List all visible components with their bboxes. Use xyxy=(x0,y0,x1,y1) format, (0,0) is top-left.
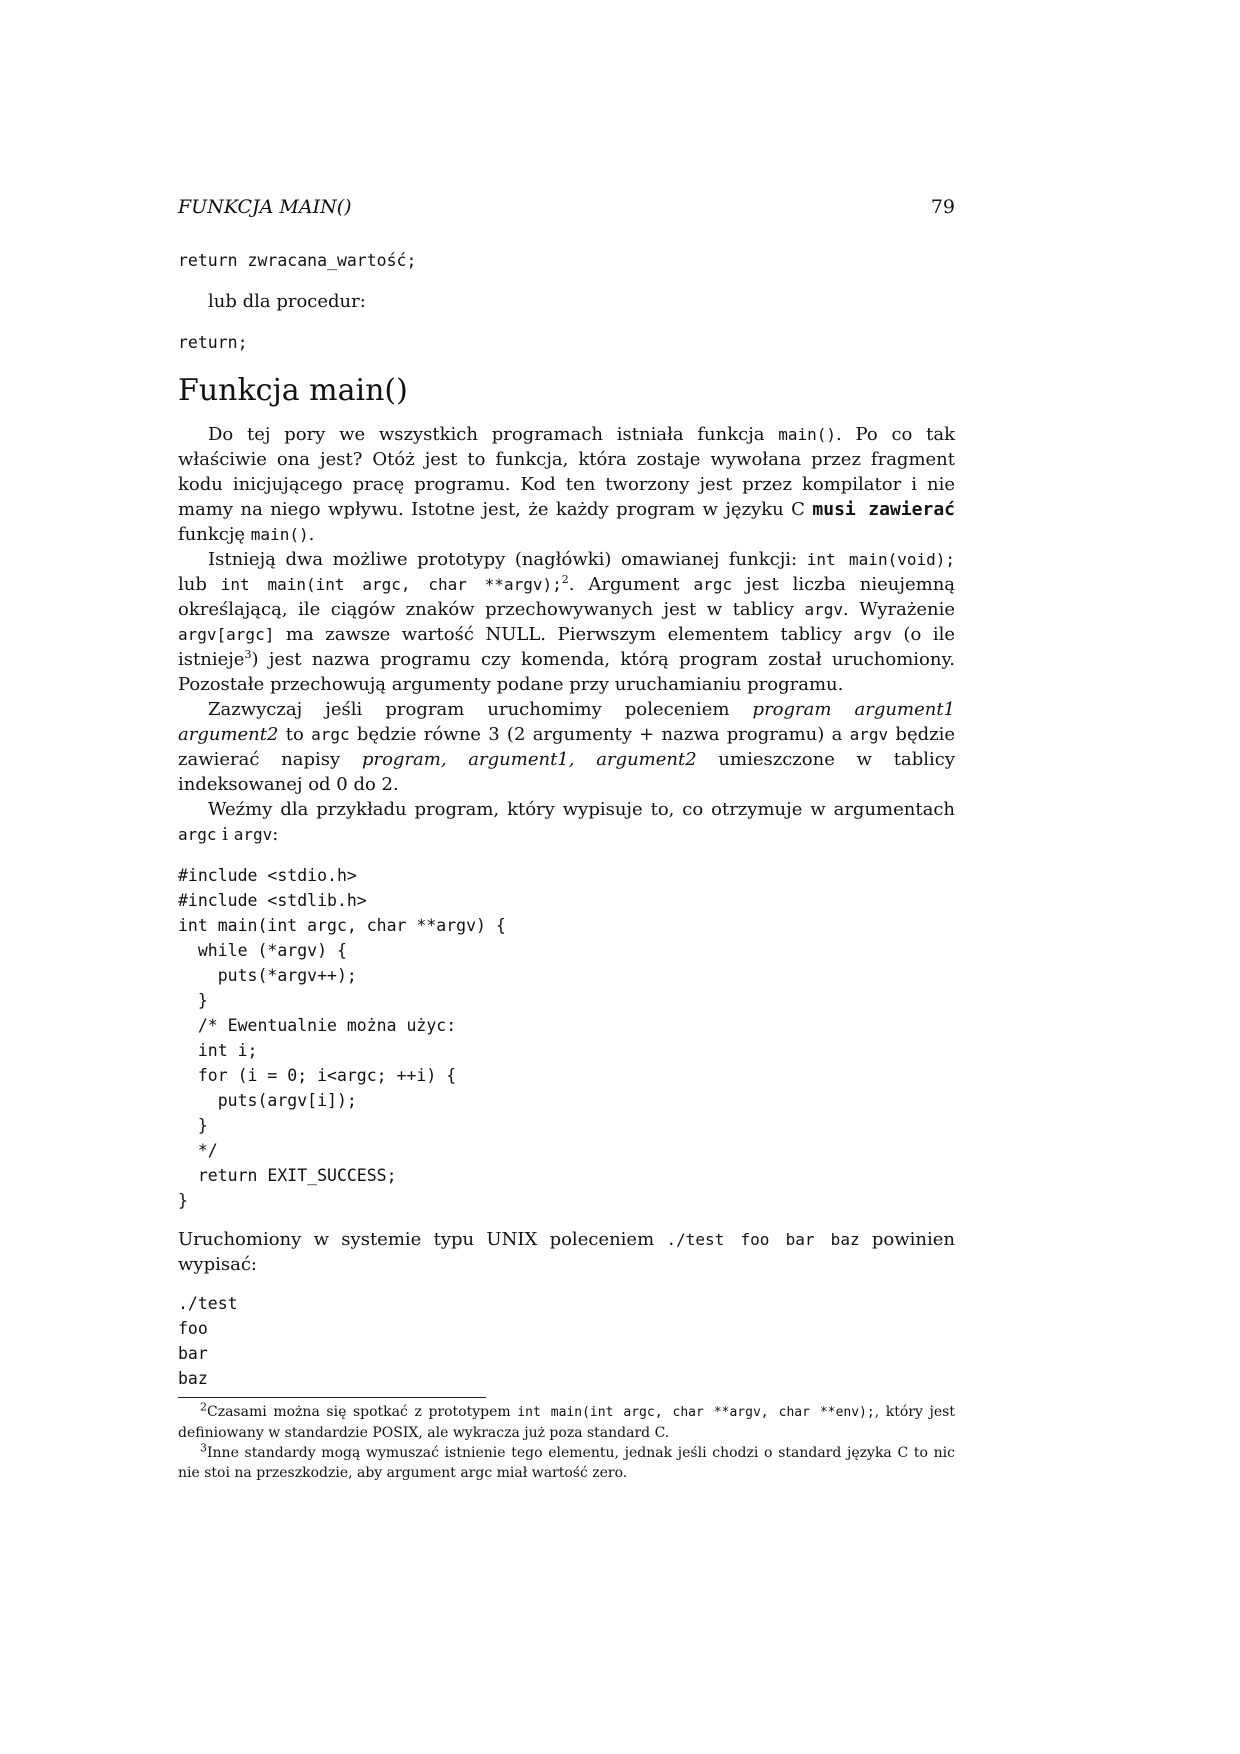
footnote-2: $^2$Czasami można się spotkać z prototypem int main(int argc, char **argv, char **env);, który jest definiowany w standardzie POSIX, ale wykracza już poza standard C. xyxy=(178,1400,955,1441)
code-line: int main(int argc, char **argv) { xyxy=(178,916,506,935)
footnote-ref-2: 2 xyxy=(561,573,569,586)
code-line: } xyxy=(178,1116,208,1135)
footnote-ref-3: 3 xyxy=(244,648,252,661)
section-title: Funkcja main() xyxy=(178,373,408,408)
paragraph-2: Istnieją dwa możliwe prototypy (nagłówki) omawianej funkcji: int main(void); lub int main(int argc, char **argv);$^2$. Argument argc jest liczba nieujemną określającą, ile ciągów znaków przechowywanych jest w tablicy argv. Wyrażenie argv[argc] ma zawsze wartość NULL. Pierwszym elementem tablicy argv (o ile istnieje$^3$) jest nazwa programu czy komenda, którą program został uruchomiony. Pozostałe przechowują argumenty podane przy uruchamianiu programu. xyxy=(178,549,956,695)
code-return: return; xyxy=(178,333,248,352)
running-title: FUNKCJA MAIN() xyxy=(178,196,352,218)
paragraph-3: Zazwyczaj jeśli program uruchomimy poleceniem program argument1 argument2 to argc będzie równe 3 (2 argumenty + nazwa programu) a argv będzie zawierać napisy program, argument1, argument2 umieszczone w tablicy indeksowanej od 0 do 2. xyxy=(178,699,956,795)
code-line: #include <stdlib.h> xyxy=(178,891,367,910)
code-line: */ xyxy=(178,1141,218,1160)
code-line: /* Ewentualnie można użyc: xyxy=(178,1016,457,1035)
code-line: for (i = 0; i<argc; ++i) { xyxy=(178,1066,457,1085)
running-header xyxy=(178,196,955,218)
code-return-value: return zwracana_wartość; xyxy=(178,251,417,270)
code-listing xyxy=(178,863,955,1213)
output-line: ./test xyxy=(178,1294,238,1313)
footnote-3: $^3$Inne standardy mogą wymuszać istnienie tego elementu, jednak jeśli chodzi o standard języka C to nic nie stoi na przeszkodzie, aby argument argc miał wartość zero. xyxy=(178,1441,955,1481)
output-line: bar xyxy=(178,1344,208,1363)
page-number: 79 xyxy=(930,196,955,218)
output-line: baz xyxy=(178,1369,208,1388)
paragraph-4: Weźmy dla przykładu program, który wypisuje to, co otrzymuje w argumentach argc i argv: xyxy=(178,799,955,845)
code-line: } xyxy=(178,991,208,1010)
code-line: puts(argv[i]); xyxy=(178,1091,357,1110)
footnote-divider xyxy=(178,1397,486,1398)
text-procedures: lub dla procedur: xyxy=(208,291,366,312)
paragraph-5: Uruchomiony w systemie typu UNIX poleceniem ./test foo bar baz powinien wypisać: xyxy=(178,1229,955,1275)
code-line: return EXIT_SUCCESS; xyxy=(178,1166,397,1185)
output-line: foo xyxy=(178,1319,208,1338)
code-line: puts(*argv++); xyxy=(178,966,357,985)
code-line: while (*argv) { xyxy=(178,941,347,960)
page-content xyxy=(178,196,955,1483)
paragraph-1: Do tej pory we wszystkich programach istniała funkcja main(). Po co tak właściwie ona jest? Otóż jest to funkcja, która zostaje wywołana przez fragment kodu inicjującego pracę programu. Kod ten tworzony jest przez kompilator i nie mamy na niego wpływu. Istotne jest, że każdy program w języku C musi zawierać funkcję main(). xyxy=(178,424,955,545)
code-line: int i; xyxy=(178,1041,258,1060)
code-line: } xyxy=(178,1191,188,1210)
output-listing xyxy=(178,1291,955,1391)
code-line: #include <stdio.h> xyxy=(178,866,357,885)
